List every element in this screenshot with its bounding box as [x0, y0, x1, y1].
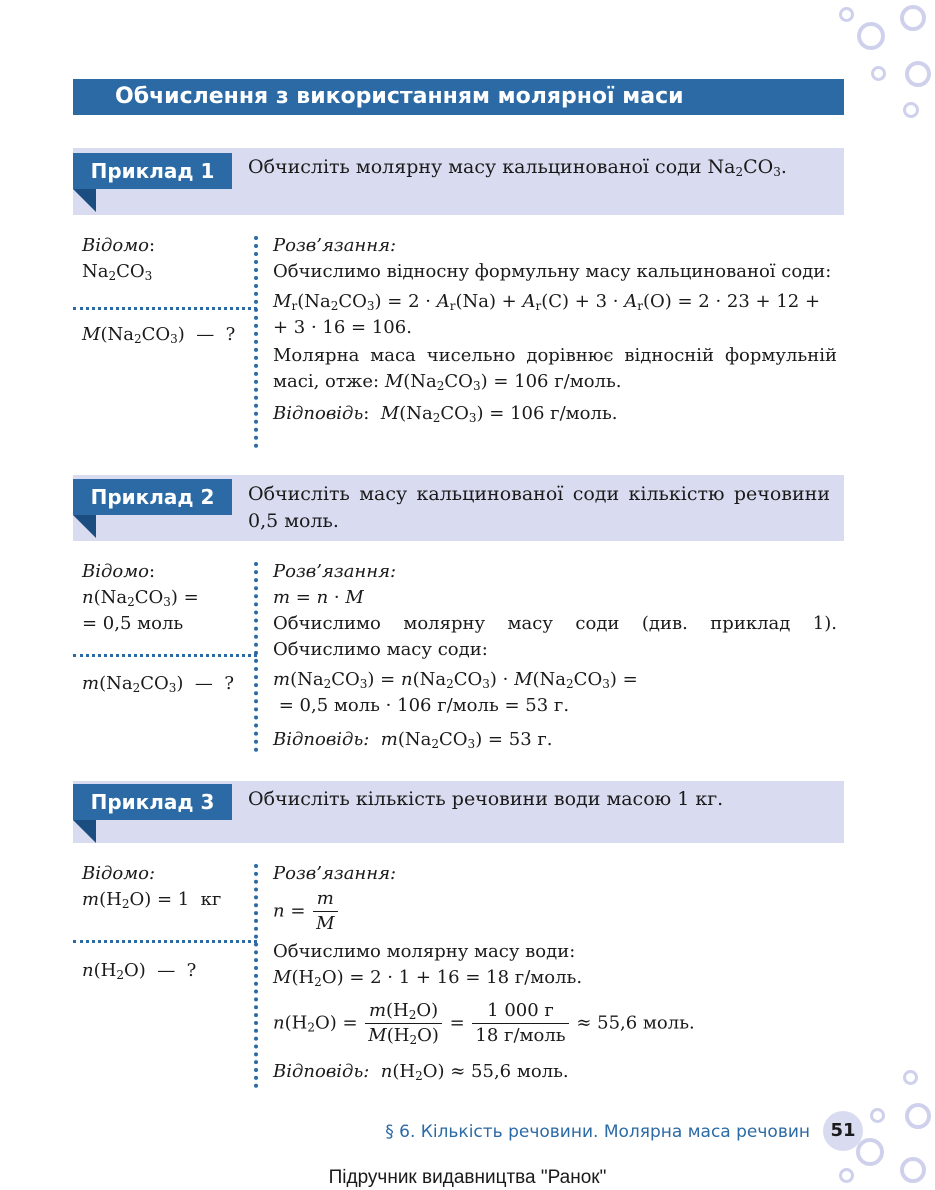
answer: Відповідь: $M(Na_2CO_3) = 106$ г/моль.	[273, 403, 618, 425]
solution-block	[273, 233, 837, 427]
given-block	[82, 861, 221, 913]
given-value: $m(H_2O) = 1$ кг	[82, 889, 222, 911]
given-label: Відомо:	[82, 863, 156, 884]
task-text: Обчисліть молярну масу кальцинованої соди $Na_2CO_3$.	[248, 156, 787, 179]
solution-label: Розв’язання:	[273, 863, 397, 884]
answer: Відповідь: $m(Na_2CO_3) = 53$ г.	[273, 729, 553, 751]
solution-formula: $M(H_2O) = 2 \cdot 1 + 16 = 18$ г/моль.	[273, 967, 583, 989]
solution-divider	[254, 236, 258, 448]
solution-formula: m = n · M	[273, 587, 364, 608]
solution-label: Розв’язання:	[273, 561, 397, 582]
task-text: Обчисліть кількість речовини води масою 1 кг.	[248, 788, 724, 810]
solution-formula: $m(Na_2CO_3) = n(Na_2CO_3) \cdot M(Na_2CO_3)$ = = 0,5 моль · 106 г/моль = 53 г.	[273, 669, 638, 716]
answer: Відповідь: $n(H_2O) \approx 55,6$ моль.	[273, 1061, 569, 1083]
find-value: $M(Na_2CO_3)$ — ?	[82, 324, 236, 346]
given-separator	[73, 940, 257, 943]
solution-divider	[254, 864, 258, 1088]
footer-section-ref: § 6. Кількість речовини. Молярна маса речовин	[385, 1122, 810, 1142]
task-text: Обчисліть масу кальцинованої соди кількістю речовини 0,5 моль.	[248, 483, 830, 532]
page-number: 51	[823, 1111, 863, 1151]
solution-block	[273, 559, 837, 753]
given-value: $n(Na_2CO_3)$ =	[82, 587, 199, 609]
example-tab: Приклад 1	[73, 153, 232, 189]
solution-formula: $M_r(Na_2CO_3) = 2 \cdot A_r(Na) + A_r(C) + 3 \cdot A_r(O) = 2 \cdot 23 + 12$ + + 3 · 16 = 106.	[273, 291, 821, 338]
given-value: $Na_2CO_3$	[82, 261, 153, 283]
given-value: = 0,5 моль	[82, 613, 184, 634]
tab-fold	[73, 189, 96, 212]
solution-line: Обчислимо молярну масу соди (див. приклад 1). Обчислимо масу соди:	[273, 613, 837, 660]
given-block	[82, 233, 155, 285]
solution-block	[273, 861, 837, 1085]
given-label: Відомо:	[82, 235, 156, 256]
solution-divider	[254, 562, 258, 752]
given-block	[82, 559, 199, 637]
given-separator	[73, 654, 257, 657]
example-tab: Приклад 2	[73, 479, 232, 515]
solution-line: Обчислимо відносну формульну масу кальцинованої соди:	[273, 261, 832, 282]
solution-formula: $n(H_2O)$ = $\frac{m(H_2O)}{M(H_2O)}$ = $\frac{1 000 г}{\text{18 г/моль}}$ ≈ 55,6 моль.	[273, 1000, 695, 1047]
solution-line: Обчислимо молярну масу води:	[273, 941, 576, 962]
find-value: $n(H_2O)$ — ?	[82, 960, 197, 982]
find-value: $m(Na_2CO_3)$ — ?	[82, 673, 234, 695]
given-label: Відомо:	[82, 561, 156, 582]
tab-fold	[73, 515, 96, 538]
solution-formula: n = $\frac{m}{M}$	[273, 887, 837, 939]
solution-label: Розв’язання:	[273, 235, 397, 256]
given-separator	[73, 307, 257, 310]
tab-fold	[73, 820, 96, 843]
publisher-note: Підручник видавництва "Ранок"	[328, 1167, 607, 1188]
section-title: Обчислення з використанням молярної маси	[73, 79, 844, 115]
example-tab: Приклад 3	[73, 784, 232, 820]
solution-line: Молярна маса чисельно дорівнює відносній формульній масі, отже: $M(Na_2CO_3) = 106$ г/моль.	[273, 345, 837, 393]
